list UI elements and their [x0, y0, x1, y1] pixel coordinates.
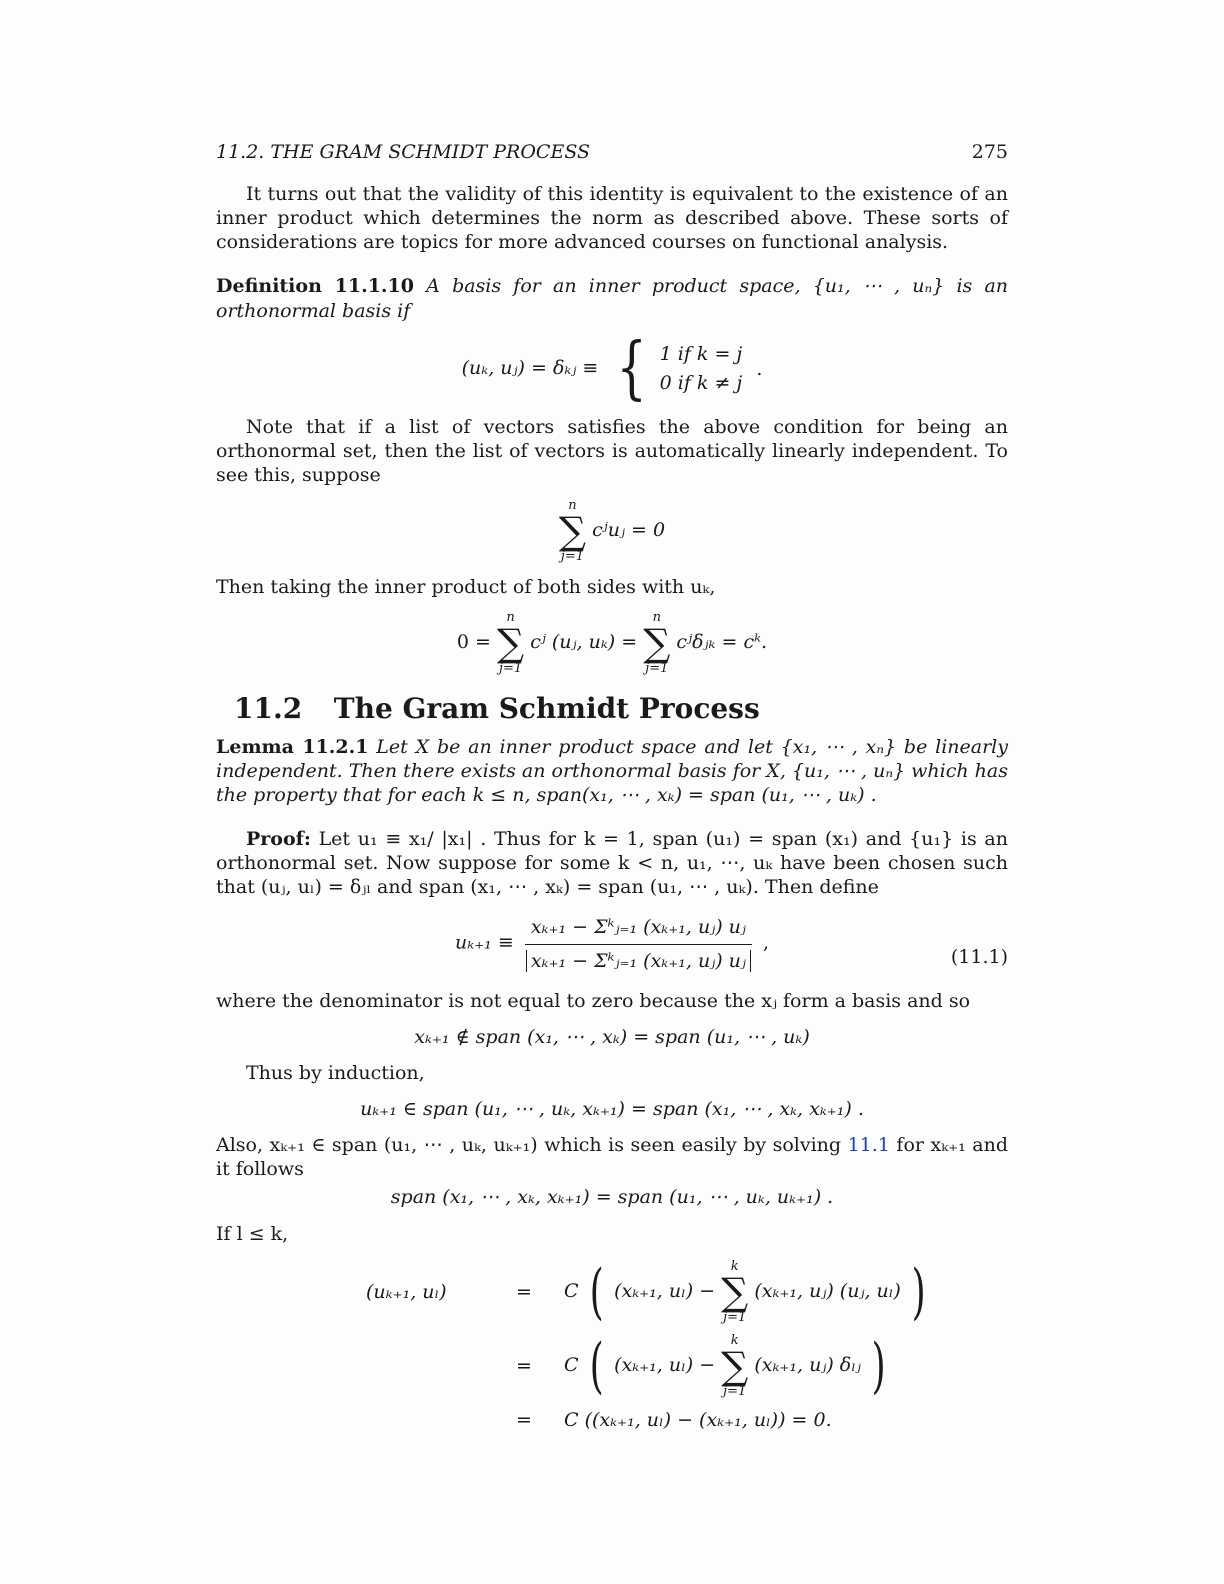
gs-numerator: xₖ₊₁ − Σᵏⱼ₌₁ (xₖ₊₁, uⱼ) uⱼ: [525, 915, 752, 944]
equation-sum-zero: [216, 499, 1008, 563]
lemma: [216, 735, 1008, 807]
gs-lhs: uₖ₊₁ ≡: [454, 932, 514, 955]
align-row-2: C ( (xₖ₊₁, uₗ) − k ∑ j=1 (xₖ₊₁, uⱼ) δₗⱼ ): [564, 1330, 886, 1401]
running-header: [216, 140, 1008, 182]
also-text-b: for xₖ₊₁ and it follows: [216, 1134, 1009, 1181]
definition-set: {u₁, ⋯ , uₙ}: [812, 275, 945, 298]
sum-symbol: n ∑ j=1: [558, 498, 587, 564]
definition-text-a: A basis for an inner product space,: [426, 275, 801, 298]
lemma-text: Let X be an inner product space and let {x₁, ⋯ , xₙ} be linearly independent. Then there exists an orthonormal basis for X, {u₁, ⋯ , uₙ} which has the property that for each k ≤ n, span(x₁, ⋯ , xₖ) = span (u₁, ⋯ , uₖ) .: [216, 735, 1008, 806]
align-eq-2: =: [516, 1354, 532, 1377]
row1-upper: k: [730, 1258, 739, 1274]
row2-constant: C: [564, 1353, 579, 1376]
gs-trail: ,: [762, 932, 770, 955]
gs-fraction: [520, 915, 757, 972]
sum-symbol-2: n ∑ j=1: [643, 610, 671, 677]
note-paragraph: Note that if a list of vectors satisfies the above condition for being an orthonormal set, then the list of vectors is automatically linearly independent. To see this, suppose: [216, 415, 1008, 486]
equation-gram-schmidt: [216, 915, 1008, 972]
inner-lhs: 0 =: [456, 631, 491, 654]
row2-b: (xₖ₊₁, uⱼ) δₗⱼ: [754, 1353, 861, 1376]
inner-body-1: cʲ (uⱼ, uₖ) =: [530, 631, 638, 654]
section-heading: [234, 691, 1008, 727]
row2-lower: j=1: [723, 1383, 747, 1399]
sum-symbol-1: n ∑ j=1: [497, 610, 525, 677]
equation-reference-link[interactable]: 11.1: [847, 1134, 890, 1157]
cases: [660, 340, 743, 397]
denominator-text: where the denominator is not equal to zero because the xⱼ form a basis and so: [216, 989, 971, 1012]
definition-label: Definition 11.1.10: [216, 275, 414, 298]
also-paragraph: [216, 1133, 1008, 1181]
row1-sum: k ∑ j=1: [721, 1258, 749, 1325]
running-title: 11.2. THE GRAM SCHMIDT PROCESS: [216, 141, 591, 163]
section-title: The Gram Schmidt Process: [333, 692, 760, 726]
equation-tag: (11.1): [950, 946, 1008, 969]
intro-paragraph: It turns out that the validity of this identity is equivalent to the existence of an inner product which determines the norm as described above. These sorts of considerations are topics for more advanced courses on functional analysis.: [216, 183, 1008, 254]
sum2-lower: j=1: [645, 661, 669, 677]
induction-text: Thus by induction,: [246, 1061, 425, 1084]
equation-notin: xₖ₊₁ ∉ span (x₁, ⋯ , xₖ) = span (u₁, ⋯ , uₖ): [414, 1025, 810, 1048]
align-row-1: C ( (xₖ₊₁, uₗ) − k ∑ j=1 (xₖ₊₁, uⱼ) (uⱼ, uₗ) ): [564, 1256, 926, 1327]
sum1-lower: j=1: [498, 661, 523, 677]
equation-span: span (x₁, ⋯ , xₖ, xₖ₊₁) = span (u₁, ⋯ , uₖ, uₖ₊₁) .: [390, 1186, 834, 1209]
row2-a: (xₖ₊₁, uₗ) −: [614, 1353, 716, 1376]
case-1: 1 if k = j: [659, 343, 743, 366]
kronecker-trail: .: [756, 357, 763, 380]
page-number: 275: [971, 141, 1008, 163]
row1-b: (xₖ₊₁, uⱼ) (uⱼ, uₗ): [754, 1279, 901, 1302]
sum-upper: n: [568, 498, 577, 513]
align-row-3: C ((xₖ₊₁, uₗ) − (xₖ₊₁, uₗ)) = 0.: [564, 1408, 832, 1431]
align-eq-3: =: [516, 1408, 532, 1431]
definition: [216, 274, 1008, 322]
sum2-upper: n: [652, 610, 661, 626]
section-number: 11.2: [234, 692, 303, 726]
left-brace: {: [616, 328, 648, 408]
equation-induction: uₖ₊₁ ∈ span (u₁, ⋯ , uₖ, xₖ₊₁) = span (x₁, ⋯ , xₖ, xₖ₊₁) .: [360, 1098, 864, 1121]
lemma-label: Lemma 11.2.1: [216, 735, 369, 758]
if-text: If l ≤ k,: [216, 1222, 289, 1245]
proof-text: Let u₁ ≡ x₁/ |x₁| . Thus for k = 1, span (u₁) = span (x₁) and {u₁} is an orthonormal set. Now suppose for some k < n, u₁, ⋯, uₖ have been chosen such that (uⱼ, uₗ) = δⱼₗ and span (x₁, ⋯ , xₖ) = span (u₁, ⋯ , uₖ). Then define: [216, 828, 1008, 899]
align-eq-1: =: [516, 1280, 532, 1303]
gs-denominator: xₖ₊₁ − Σᵏⱼ₌₁ (xₖ₊₁, uⱼ) uⱼ: [526, 950, 751, 972]
equation-kronecker: [216, 328, 1008, 408]
align-lhs: (uₖ₊₁, uₗ): [366, 1280, 447, 1303]
row1-a: (xₖ₊₁, uₗ) −: [614, 1279, 716, 1302]
row1-lower: j=1: [723, 1309, 747, 1325]
row2-upper: k: [730, 1332, 739, 1348]
sum1-upper: n: [506, 610, 515, 626]
equation-align: [366, 1256, 1008, 1432]
also-text-a: Also, xₖ₊₁ ∈ span (u₁, ⋯ , uₖ, uₖ₊₁) which is seen easily by solving: [216, 1134, 842, 1157]
kronecker-lhs: (uₖ, uⱼ) = δₖⱼ ≡: [461, 356, 599, 379]
equation-inner: [216, 611, 1008, 675]
sum-body: cʲuⱼ = 0: [592, 519, 666, 541]
page: [216, 140, 1008, 1432]
row1-constant: C: [564, 1279, 579, 1302]
case-2: 0 if k ≠ j: [659, 371, 743, 394]
piecewise: [604, 328, 763, 408]
sum-lower: j=1: [560, 549, 585, 564]
definition-text-b: is an orthonormal basis if: [216, 275, 1009, 322]
proof: [216, 827, 1008, 899]
proof-label: Proof:: [246, 828, 311, 851]
row2-sum: k ∑ j=1: [721, 1332, 749, 1399]
inner-product-text: Then taking the inner product of both sides with uₖ,: [216, 576, 716, 598]
inner-body-2: cʲδⱼₖ = cᵏ.: [676, 631, 768, 654]
